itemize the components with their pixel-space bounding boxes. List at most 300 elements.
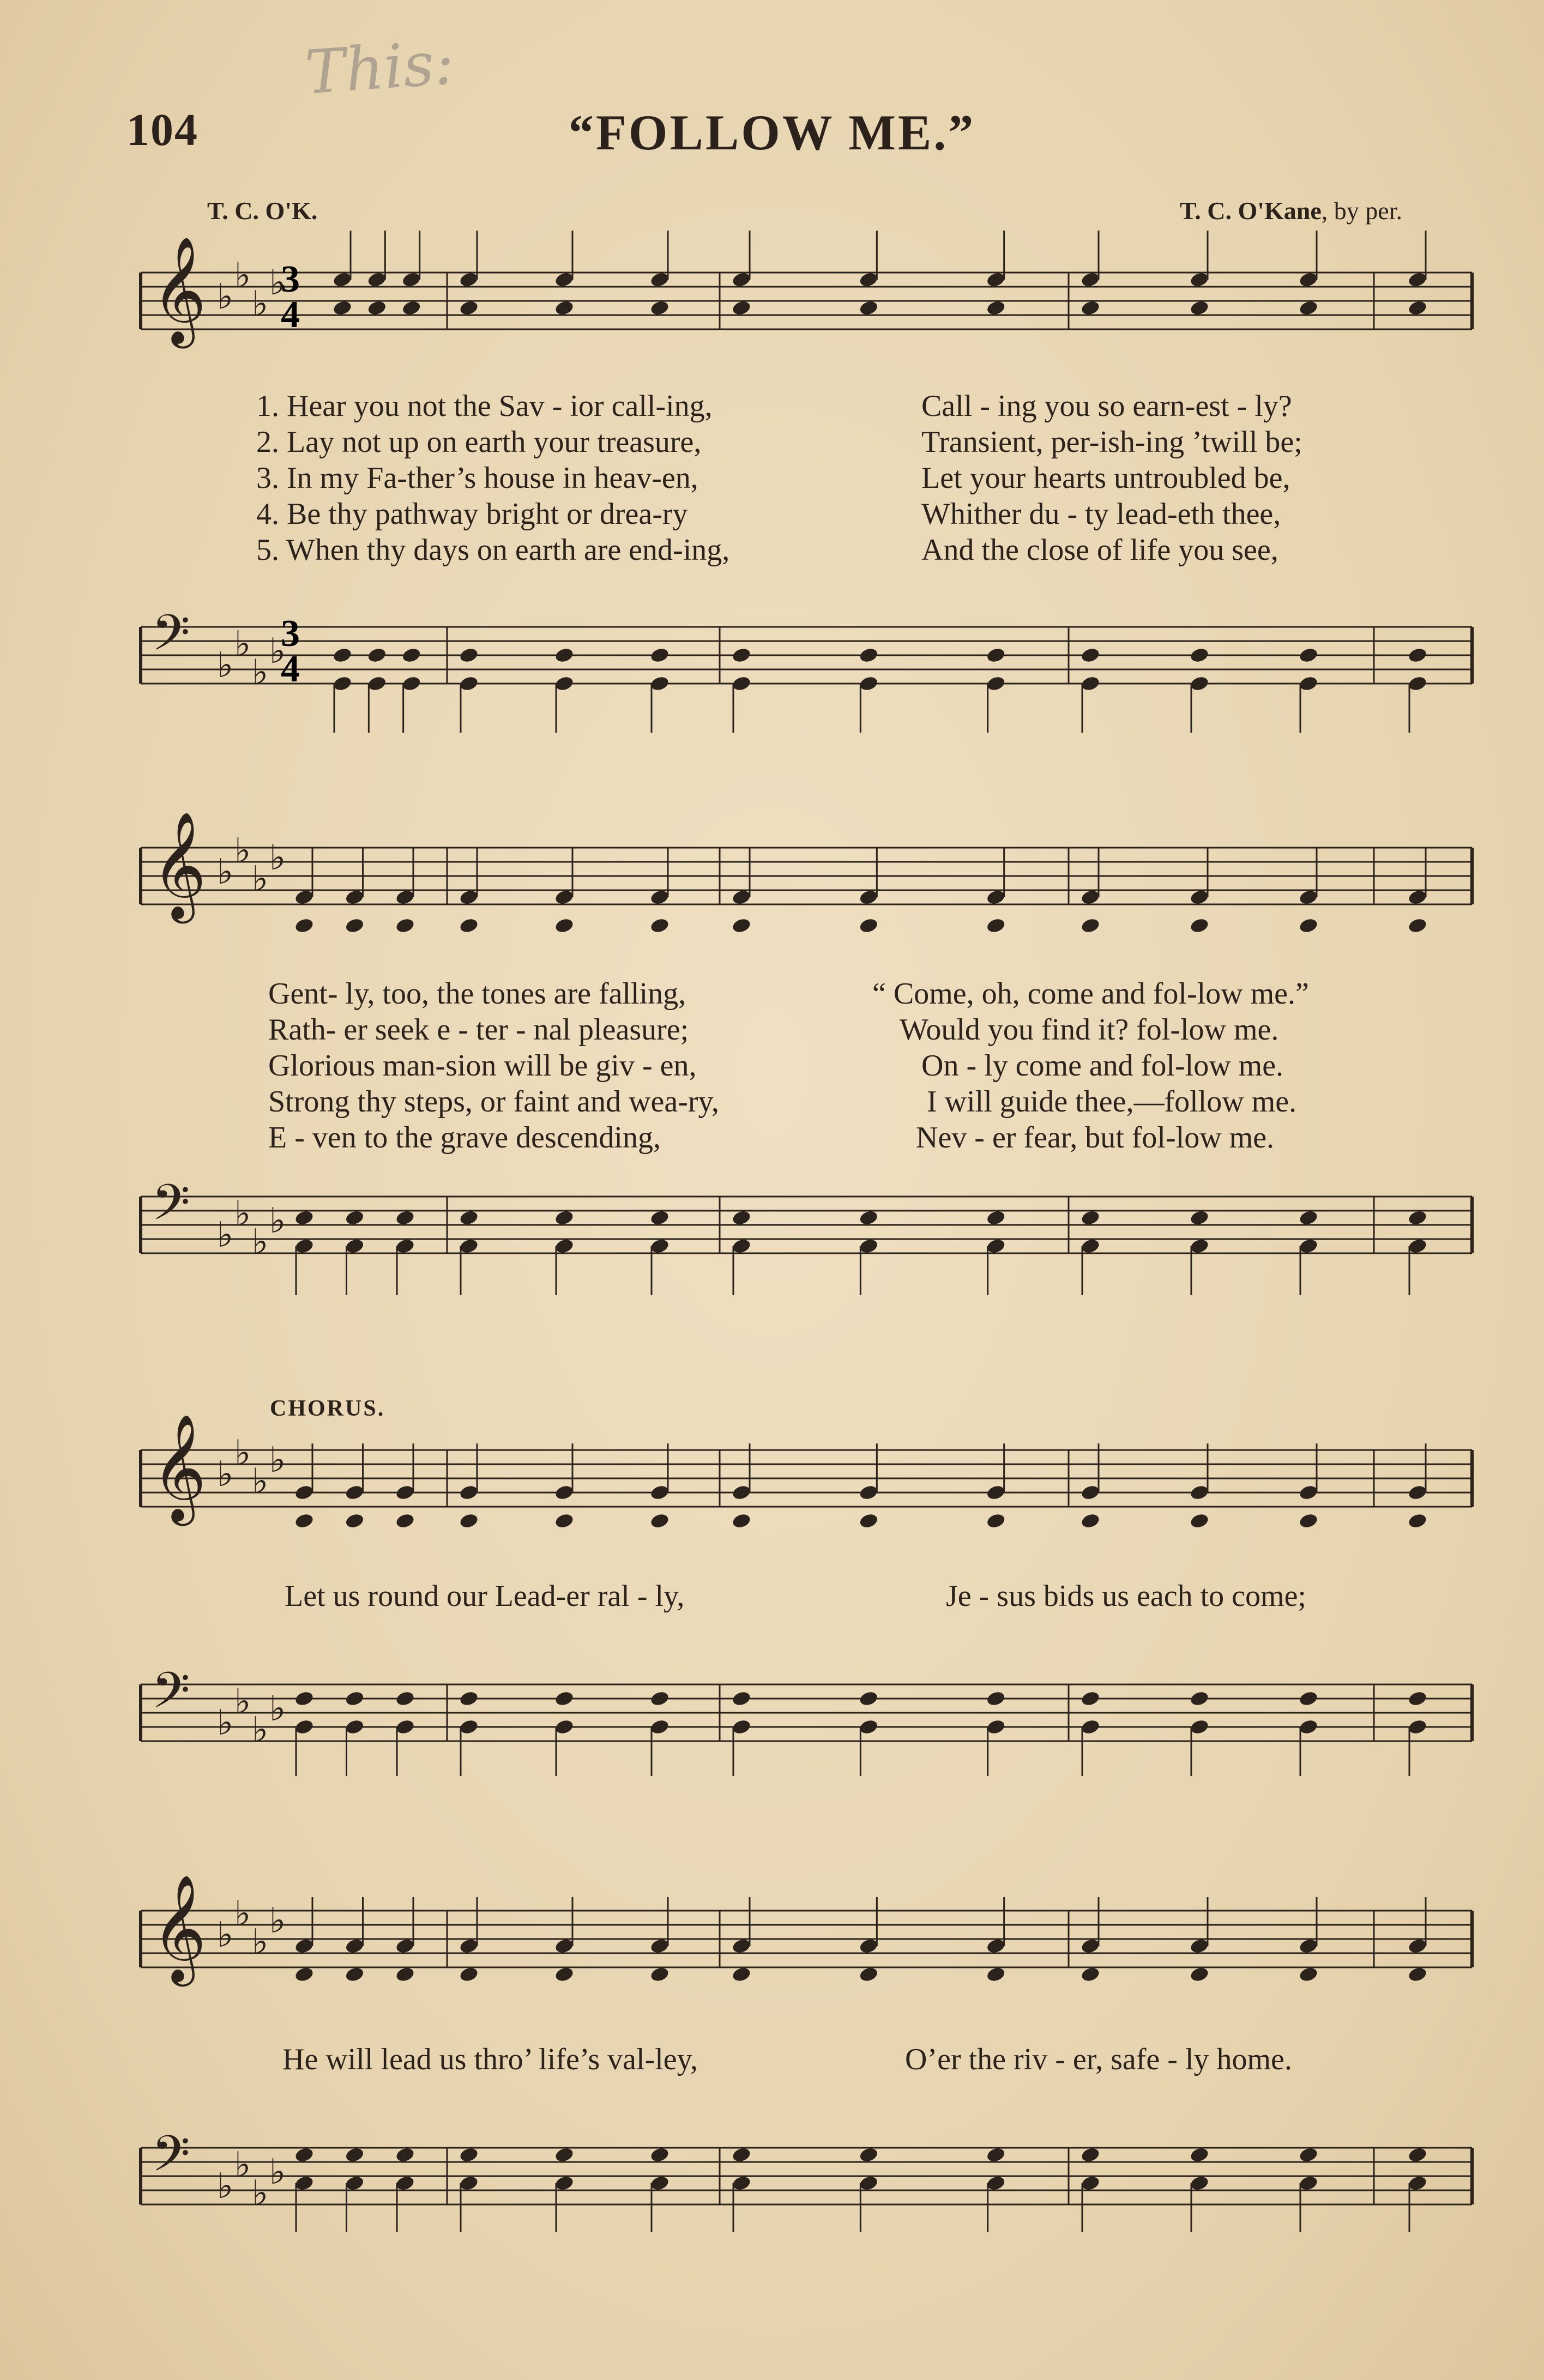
note-head: [1298, 271, 1319, 288]
note-head: [367, 299, 388, 317]
note-head: [554, 889, 575, 906]
note-head: [367, 647, 388, 664]
note-head: [986, 1512, 1006, 1530]
lyric-left: Strong thy steps, or faint and wea-ry,: [268, 1085, 719, 1119]
lyric-right: Je - sus bids us each to come;: [946, 1579, 1306, 1613]
note-head: [649, 2146, 670, 2164]
flat-icon: ♭: [217, 277, 234, 317]
flat-icon: ♭: [234, 256, 251, 296]
note-head: [859, 2174, 879, 2192]
note-head: [294, 1718, 315, 1736]
note-head: [1080, 1512, 1101, 1530]
flat-icon: ♭: [234, 1433, 251, 1473]
note-head: [649, 299, 670, 317]
note-head: [1189, 889, 1210, 906]
note-head: [459, 1237, 479, 1255]
lyric-line: [0, 1578, 1544, 1614]
note-head: [395, 1512, 415, 1530]
lyric-line: [0, 424, 1544, 460]
note-head: [395, 1690, 415, 1707]
note-head: [731, 1966, 752, 1983]
note-head: [345, 1937, 365, 1955]
pencil-annotation: This:: [303, 27, 457, 108]
flat-icon: ♭: [252, 653, 269, 693]
note-head: [1407, 1237, 1428, 1255]
note-head: [1080, 675, 1101, 692]
lyric-left: E - ven to the grave descending,: [268, 1121, 661, 1155]
lyric-left: 1. Hear you not the Sav - ior call-ing,: [256, 389, 713, 423]
note-head: [459, 1484, 479, 1501]
note-head: [332, 271, 353, 288]
flat-icon: ♭: [234, 1194, 251, 1234]
note-head: [1189, 1966, 1210, 1983]
note-head: [1298, 1937, 1319, 1955]
note-head: [731, 2146, 752, 2164]
flat-icon: ♭: [217, 2166, 234, 2207]
note-head: [649, 647, 670, 664]
note-head: [554, 675, 575, 692]
flat-icon: ♭: [269, 631, 286, 672]
note-head: [649, 889, 670, 906]
note-head: [395, 917, 415, 934]
page-number: 104: [126, 105, 198, 155]
flat-icon: ♭: [252, 1922, 269, 1962]
note-head: [345, 1966, 365, 1983]
note-head: [859, 917, 879, 934]
note-head: [1298, 2146, 1319, 2164]
system-2-bass-staff: [141, 1174, 1472, 1295]
note-head: [1407, 675, 1428, 692]
note-head: [554, 917, 575, 934]
note-head: [294, 1209, 315, 1227]
note-head: [367, 675, 388, 692]
note-head: [731, 1237, 752, 1255]
note-head: [1407, 271, 1428, 288]
note-head: [395, 2146, 415, 2164]
treble-clef-icon: 𝄞: [152, 236, 207, 344]
note-head: [1407, 1484, 1428, 1501]
note-head: [1407, 299, 1428, 317]
flat-icon: ♭: [217, 1915, 234, 1955]
note-head: [459, 647, 479, 664]
note-head: [649, 1512, 670, 1530]
lyric-right: Call - ing you so earn-est - ly?: [921, 389, 1292, 423]
note-head: [332, 675, 353, 692]
lyric-right: Would you find it? fol-low me.: [900, 1013, 1279, 1047]
note-head: [367, 271, 388, 288]
note-head: [459, 2146, 479, 2164]
flat-icon: ♭: [217, 645, 234, 686]
note-head: [731, 675, 752, 692]
lyric-left: 4. Be thy pathway bright or drea-ry: [256, 497, 688, 531]
time-signature-bottom: 4: [281, 294, 300, 336]
note-head: [1407, 889, 1428, 906]
note-head: [395, 1718, 415, 1736]
note-head: [986, 889, 1006, 906]
note-head: [401, 271, 422, 288]
note-head: [649, 1690, 670, 1707]
note-head: [1298, 1966, 1319, 1983]
note-head: [395, 1209, 415, 1227]
note-head: [345, 917, 365, 934]
lyric-left: Gent- ly, too, the tones are falling,: [268, 977, 686, 1011]
note-head: [1189, 1512, 1210, 1530]
note-head: [859, 1718, 879, 1736]
flat-icon: ♭: [234, 831, 251, 871]
flat-icon: ♭: [269, 263, 286, 303]
lyric-line: [0, 1120, 1544, 1156]
flat-icon: ♭: [252, 1222, 269, 1263]
note-head: [459, 1937, 479, 1955]
note-head: [1189, 1237, 1210, 1255]
note-head: [859, 1209, 879, 1227]
bass-clef-icon: 𝄢: [152, 604, 190, 674]
note-head: [459, 1512, 479, 1530]
note-head: [294, 1237, 315, 1255]
note-head: [1080, 2174, 1101, 2192]
note-head: [294, 889, 315, 906]
note-head: [1189, 1937, 1210, 1955]
flat-icon: ♭: [252, 1461, 269, 1502]
flat-icon: ♭: [269, 1440, 286, 1481]
note-head: [859, 1484, 879, 1501]
note-head: [1189, 2146, 1210, 2164]
note-head: [859, 1512, 879, 1530]
note-head: [1298, 299, 1319, 317]
flat-icon: ♭: [269, 1201, 286, 1241]
note-head: [1080, 299, 1101, 317]
bass-clef-icon: 𝄢: [152, 2125, 190, 2195]
lyric-right: Let your hearts untroubled be,: [921, 461, 1290, 495]
note-head: [649, 1209, 670, 1227]
lyric-line: [0, 388, 1544, 424]
note-head: [731, 1937, 752, 1955]
note-head: [1189, 1718, 1210, 1736]
note-head: [1407, 1937, 1428, 1955]
note-head: [294, 1937, 315, 1955]
lyric-left: 2. Lay not up on earth your treasure,: [256, 425, 702, 459]
note-head: [554, 1484, 575, 1501]
note-head: [395, 1966, 415, 1983]
note-head: [1189, 2174, 1210, 2192]
lyric-line: [0, 1012, 1544, 1048]
note-head: [731, 1718, 752, 1736]
note-head: [1298, 1484, 1319, 1501]
bass-clef-icon: 𝄢: [152, 1662, 190, 1731]
note-head: [731, 647, 752, 664]
note-head: [554, 299, 575, 317]
verse-lyrics-second-half: [0, 976, 1544, 1156]
note-head: [1189, 1209, 1210, 1227]
chorus-lyrics-1: [0, 1578, 1544, 1614]
flat-icon: ♭: [252, 859, 269, 899]
note-head: [986, 917, 1006, 934]
note-head: [294, 2174, 315, 2192]
system-1-treble-staff: [141, 231, 1472, 348]
note-head: [731, 1690, 752, 1707]
note-head: [1080, 889, 1101, 906]
note-head: [859, 647, 879, 664]
note-head: [1298, 1237, 1319, 1255]
lyric-line: [0, 1084, 1544, 1120]
lyric-right: Whither du - ty lead-eth thee,: [921, 497, 1281, 531]
note-head: [859, 1690, 879, 1707]
note-head: [649, 917, 670, 934]
note-head: [1189, 271, 1210, 288]
note-head: [1298, 1690, 1319, 1707]
note-head: [649, 271, 670, 288]
note-head: [554, 1237, 575, 1255]
note-head: [731, 299, 752, 317]
note-head: [859, 271, 879, 288]
lyric-right: O’er the riv - er, safe - ly home.: [905, 2043, 1292, 2076]
lyric-left: 3. In my Fa-ther’s house in heav-en,: [256, 461, 698, 495]
note-head: [1407, 917, 1428, 934]
bass-clef-icon: 𝄢: [152, 1174, 190, 1243]
note-head: [1189, 1484, 1210, 1501]
treble-clef-icon: 𝄞: [152, 1413, 207, 1521]
lyric-line: [0, 496, 1544, 532]
note-head: [986, 1966, 1006, 1983]
lyric-line: [0, 1048, 1544, 1084]
lyric-right: Nev - er fear, but fol-low me.: [916, 1121, 1275, 1155]
note-head: [345, 1690, 365, 1707]
note-head: [401, 675, 422, 692]
note-head: [1298, 889, 1319, 906]
flat-icon: ♭: [269, 1689, 286, 1729]
note-head: [1189, 299, 1210, 317]
note-head: [1407, 2146, 1428, 2164]
words-credit: T. C. O'K.: [207, 197, 318, 225]
note-head: [294, 917, 315, 934]
lyric-line: [0, 2041, 1544, 2077]
lyric-left: Glorious man-sion will be giv - en,: [268, 1049, 697, 1083]
note-head: [731, 1209, 752, 1227]
system-3-treble-staff: [141, 1413, 1472, 1530]
lyric-right: “ Come, oh, come and fol-low me.”: [872, 977, 1309, 1011]
bass-time-signature-top: 3: [281, 613, 300, 655]
flat-icon: ♭: [269, 838, 286, 878]
note-head: [649, 2174, 670, 2192]
flat-icon: ♭: [234, 2145, 251, 2185]
note-head: [345, 1484, 365, 1501]
note-head: [986, 299, 1006, 317]
note-head: [731, 917, 752, 934]
note-head: [294, 2146, 315, 2164]
lyric-right: Transient, per-ish-ing ’twill be;: [921, 425, 1302, 459]
flat-icon: ♭: [234, 624, 251, 665]
flat-icon: ♭: [269, 2152, 286, 2192]
note-head: [294, 1690, 315, 1707]
note-head: [1080, 1966, 1101, 1983]
note-head: [554, 1937, 575, 1955]
lyric-left: He will lead us thro’ life’s val-ley,: [282, 2043, 698, 2076]
flat-icon: ♭: [217, 1703, 234, 1743]
lyric-line: [0, 976, 1544, 1012]
note-head: [986, 675, 1006, 692]
note-head: [395, 1937, 415, 1955]
note-head: [859, 889, 879, 906]
bass-time-signature-bottom: 4: [281, 648, 300, 690]
flat-icon: ♭: [217, 1454, 234, 1495]
note-head: [731, 2174, 752, 2192]
note-head: [649, 1966, 670, 1983]
flat-icon: ♭: [217, 1215, 234, 1255]
note-head: [986, 1937, 1006, 1955]
note-head: [986, 1209, 1006, 1227]
lyric-right: And the close of life you see,: [921, 533, 1278, 567]
note-head: [859, 299, 879, 317]
system-4-treble-staff: [141, 1874, 1472, 1986]
note-head: [986, 1237, 1006, 1255]
note-head: [731, 889, 752, 906]
note-head: [731, 1512, 752, 1530]
note-head: [294, 1966, 315, 1983]
flat-icon: ♭: [234, 1682, 251, 1722]
note-head: [395, 1484, 415, 1501]
note-head: [649, 1718, 670, 1736]
note-head: [986, 2174, 1006, 2192]
lyric-line: [0, 532, 1544, 568]
system-1-bass-staff: [141, 604, 1472, 733]
note-head: [1298, 647, 1319, 664]
note-head: [554, 1690, 575, 1707]
note-head: [1407, 1718, 1428, 1736]
note-head: [345, 1237, 365, 1255]
note-head: [1080, 1484, 1101, 1501]
note-head: [986, 1484, 1006, 1501]
note-head: [1080, 271, 1101, 288]
note-head: [1298, 2174, 1319, 2192]
note-head: [332, 299, 353, 317]
note-head: [731, 1484, 752, 1501]
note-head: [554, 1966, 575, 1983]
chorus-lyrics-2: [0, 2041, 1544, 2077]
note-head: [459, 917, 479, 934]
note-head: [401, 299, 422, 317]
note-head: [294, 1484, 315, 1501]
note-head: [332, 647, 353, 664]
note-head: [1189, 647, 1210, 664]
note-head: [859, 675, 879, 692]
lyric-left: Let us round our Lead-er ral - ly,: [285, 1579, 685, 1613]
note-head: [1298, 1718, 1319, 1736]
system-3-bass-staff: [141, 1662, 1472, 1776]
note-head: [1080, 1237, 1101, 1255]
note-head: [1407, 1512, 1428, 1530]
note-head: [554, 1209, 575, 1227]
note-head: [1080, 1718, 1101, 1736]
note-head: [1189, 1690, 1210, 1707]
flat-icon: ♭: [252, 2173, 269, 2214]
composer-name: T. C. O'Kane: [1179, 197, 1322, 225]
note-head: [459, 2174, 479, 2192]
note-head: [1298, 675, 1319, 692]
note-head: [345, 1718, 365, 1736]
note-head: [1407, 2174, 1428, 2192]
lyric-left: Rath- er seek e - ter - nal pleasure;: [268, 1013, 689, 1047]
lyric-line: [0, 460, 1544, 496]
note-head: [649, 1237, 670, 1255]
note-head: [345, 1512, 365, 1530]
flat-icon: ♭: [217, 852, 234, 892]
note-head: [1080, 1690, 1101, 1707]
note-head: [345, 889, 365, 906]
note-head: [401, 647, 422, 664]
note-head: [1189, 917, 1210, 934]
note-head: [986, 1718, 1006, 1736]
note-head: [649, 1484, 670, 1501]
note-head: [1298, 1209, 1319, 1227]
note-head: [459, 299, 479, 317]
note-head: [459, 1690, 479, 1707]
flat-icon: ♭: [252, 284, 269, 324]
note-head: [345, 2174, 365, 2192]
note-head: [345, 1209, 365, 1227]
note-head: [554, 271, 575, 288]
note-head: [459, 1718, 479, 1736]
treble-clef-icon: 𝄞: [152, 1874, 207, 1982]
note-head: [986, 647, 1006, 664]
flat-icon: ♭: [252, 1710, 269, 1750]
note-head: [1080, 917, 1101, 934]
note-head: [1407, 1966, 1428, 1983]
note-head: [554, 647, 575, 664]
note-head: [731, 271, 752, 288]
time-signature-top: 3: [281, 258, 300, 300]
note-head: [395, 1237, 415, 1255]
note-head: [294, 1512, 315, 1530]
note-head: [554, 1512, 575, 1530]
note-head: [395, 889, 415, 906]
note-head: [859, 2146, 879, 2164]
note-head: [1298, 1512, 1319, 1530]
note-head: [1080, 1937, 1101, 1955]
chorus-label: CHORUS.: [270, 1396, 385, 1421]
lyric-right: I will guide thee,—follow me.: [927, 1085, 1297, 1119]
hymn-title: “FOLLOW ME.”: [568, 105, 976, 160]
note-head: [986, 1690, 1006, 1707]
treble-clef-icon: 𝄞: [152, 811, 207, 919]
note-head: [1407, 647, 1428, 664]
system-2-treble-staff: [141, 811, 1472, 934]
note-head: [1080, 2146, 1101, 2164]
note-head: [459, 271, 479, 288]
note-head: [1407, 1690, 1428, 1707]
note-head: [554, 1718, 575, 1736]
note-head: [649, 1937, 670, 1955]
note-head: [345, 2146, 365, 2164]
note-head: [1298, 917, 1319, 934]
composer-permission: , by per.: [1321, 197, 1402, 225]
flat-icon: ♭: [234, 1894, 251, 1934]
verse-lyrics-first-half: [0, 388, 1544, 568]
note-head: [859, 1937, 879, 1955]
note-head: [395, 2174, 415, 2192]
note-head: [859, 1966, 879, 1983]
note-head: [554, 2146, 575, 2164]
note-head: [1407, 1209, 1428, 1227]
note-head: [859, 1237, 879, 1255]
flat-icon: ♭: [269, 1901, 286, 1941]
note-head: [1189, 675, 1210, 692]
note-head: [1080, 1209, 1101, 1227]
note-head: [554, 2174, 575, 2192]
note-head: [986, 2146, 1006, 2164]
lyric-left: 5. When thy days on earth are end-ing,: [256, 533, 730, 567]
system-4-bass-staff: [141, 2125, 1472, 2232]
note-head: [649, 675, 670, 692]
